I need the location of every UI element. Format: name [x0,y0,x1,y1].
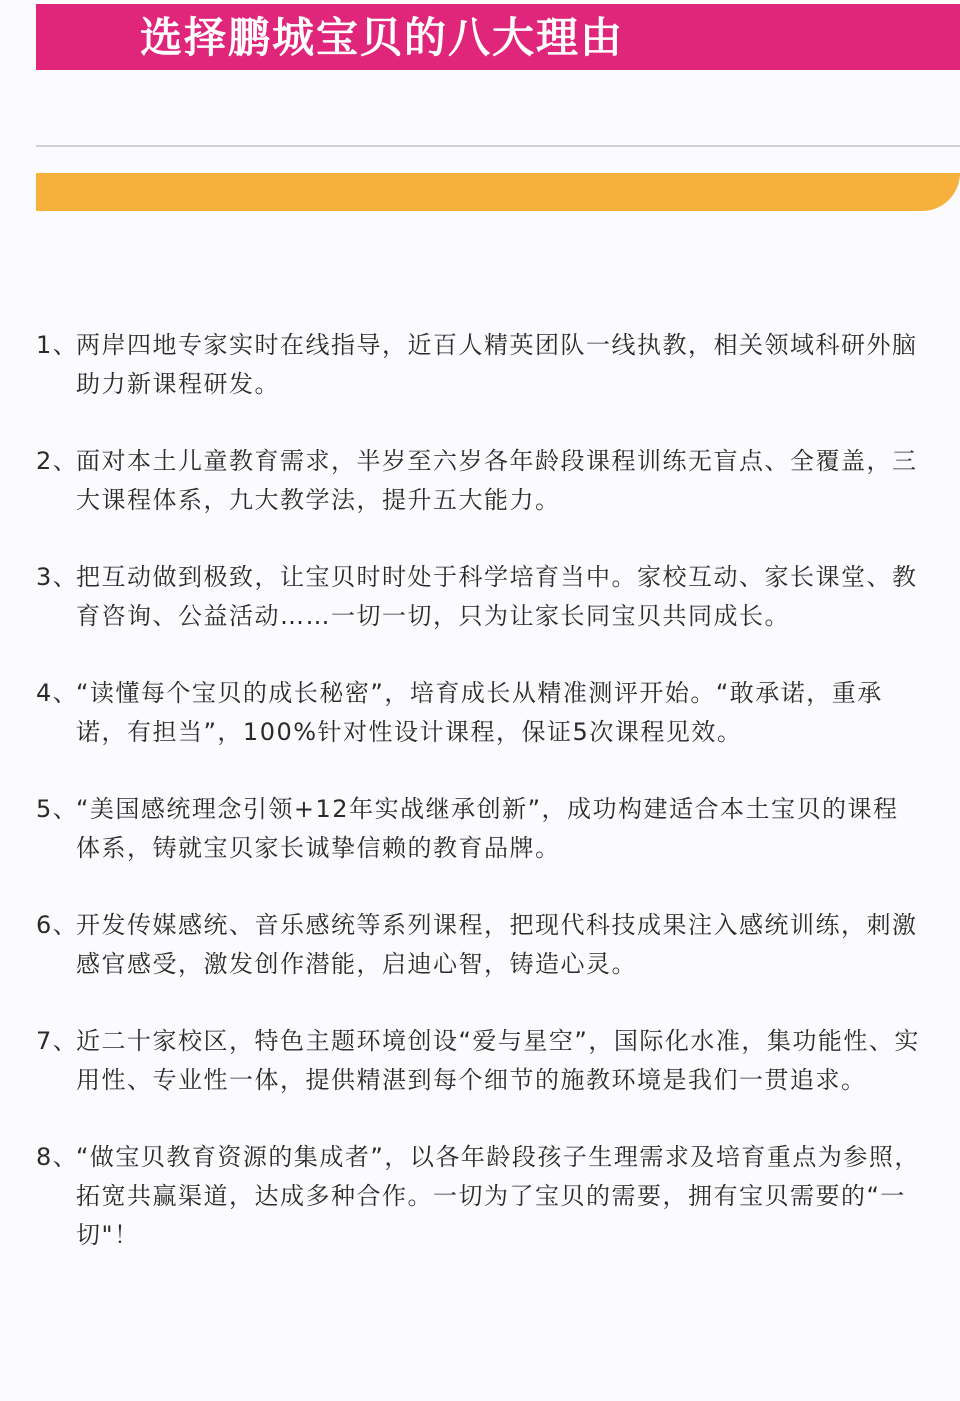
reason-item [36,1022,920,1100]
decorative-band [36,173,960,211]
reasons-list [36,326,920,1293]
reason-item [36,906,920,984]
reason-text: “读懂每个宝贝的成长秘密”，培育成长从精准测评开始。“敢承诺，重承诺，有担当”，100%针对性设计课程，保证5次课程见效。 [76,679,883,746]
reason-text: 开发传媒感统、音乐感统等系列课程，把现代科技成果注入感统训练，刺激感官感受，激发创作潜能，启迪心智，铸造心灵。 [76,911,918,978]
reason-text: “美国感统理念引领+12年实战继承创新”，成功构建适合本土宝贝的课程体系，铸就宝贝家长诚挚信赖的教育品牌。 [76,795,899,862]
reason-text: 把互动做到极致，让宝贝时时处于科学培育当中。家校互动、家长课堂、教育咨询、公益活动……一切一切，只为让家长同宝贝共同成长。 [76,563,918,630]
reason-text: “做宝贝教育资源的集成者”，以各年龄段孩子生理需求及培育重点为参照，拓宽共赢渠道，达成多种合作。一切为了宝贝的需要，拥有宝贝需要的“一切"！ [76,1143,920,1249]
reason-item [36,442,920,520]
reason-number: 8、 [36,1143,79,1171]
reason-number: 3、 [36,563,79,591]
reason-number: 2、 [36,447,79,475]
reason-item [36,790,920,868]
reason-text: 两岸四地专家实时在线指导，近百人精英团队一线执教，相关领域科研外脑助力新课程研发。 [76,331,918,398]
reason-number: 5、 [36,795,79,823]
title-banner [36,4,960,70]
divider-line [36,145,960,147]
reason-item [36,674,920,752]
reason-text: 面对本土儿童教育需求，半岁至六岁各年龄段课程训练无盲点、全覆盖，三大课程体系，九大教学法，提升五大能力。 [76,447,918,514]
reason-item [36,558,920,636]
reason-number: 4、 [36,679,79,707]
reason-number: 6、 [36,911,79,939]
reason-number: 7、 [36,1027,79,1055]
page-title: 选择鹏城宝贝的八大理由 [140,13,625,62]
reason-item [36,1138,920,1255]
reason-text: 近二十家校区，特色主题环境创设“爱与星空”，国际化水准，集功能性、实用性、专业性一体，提供精湛到每个细节的施教环境是我们一贯追求。 [76,1027,920,1094]
reason-number: 1、 [36,331,79,359]
reason-item [36,326,920,404]
